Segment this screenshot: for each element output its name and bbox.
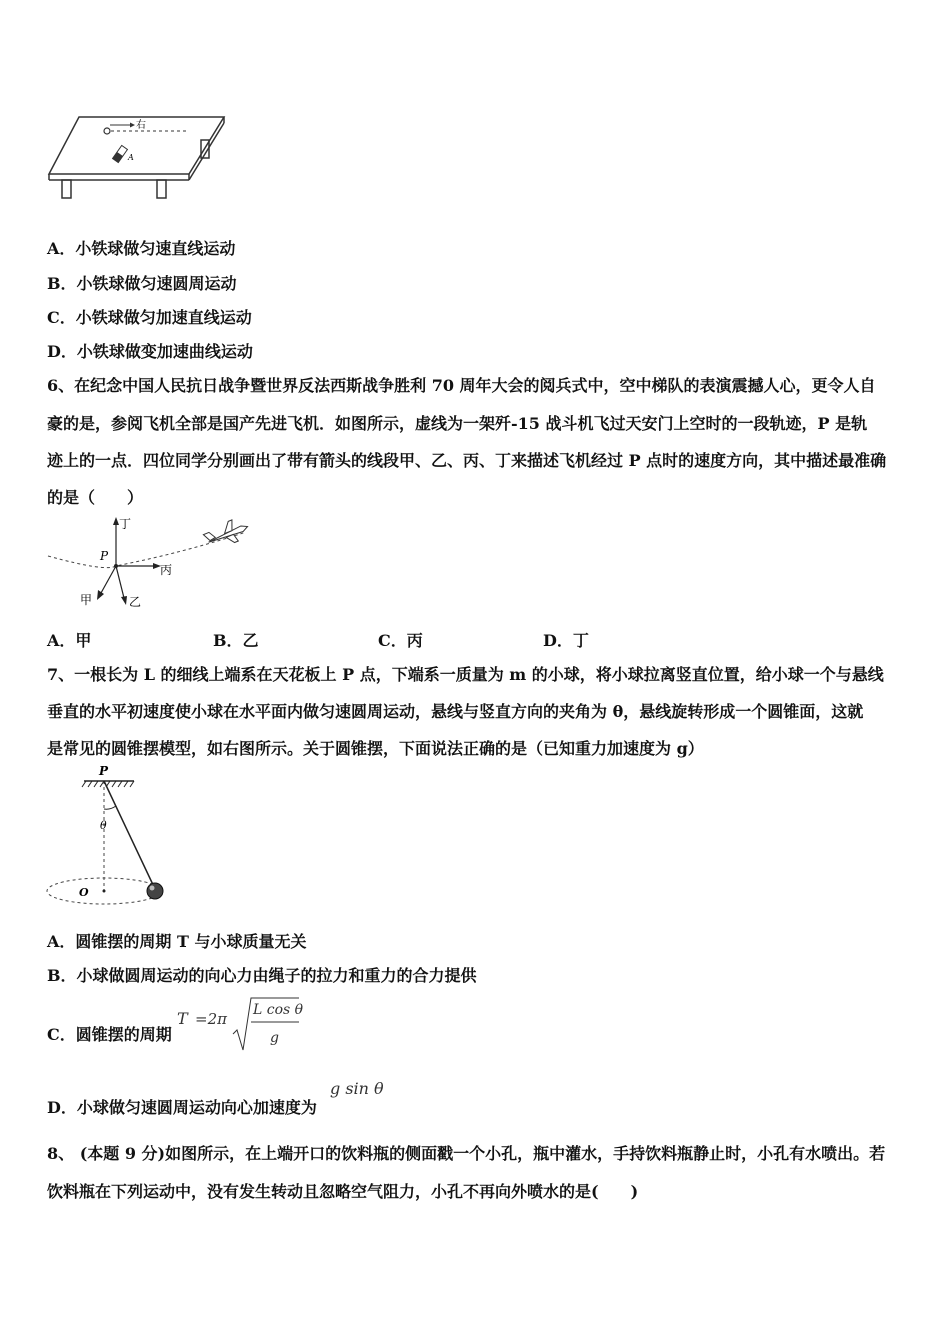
magnet	[113, 145, 128, 162]
q6-option-b[interactable]: B．乙	[213, 631, 259, 650]
q6-stem-line-4: 的是（ ）	[47, 488, 144, 507]
formula-denominator: g	[270, 1030, 279, 1046]
pendulum-string	[104, 781, 155, 889]
formula-eq: =2π	[195, 1010, 227, 1028]
arrow-yi-label: 乙	[129, 595, 142, 609]
q7-stem-line-1: 7、一根长为 L 的细线上端系在天花板上 P 点，下端系一质量为 m 的小球，将小球拉离竖直位置，给小球一个与悬线	[47, 665, 884, 684]
flight-path	[48, 532, 246, 568]
table-figure	[44, 112, 230, 202]
q7-stem-line-3: 是常见的圆锥摆模型，如右图所示。关于圆锥摆，下面说法正确的是（已知重力加速度为 g）	[47, 739, 704, 758]
q5-option-c[interactable]: C．小铁球做匀加速直线运动	[47, 308, 252, 327]
arrow-label-right: 右	[136, 120, 146, 131]
angle-theta-label: θ	[100, 819, 107, 832]
arrow-jia-label: 甲	[80, 593, 93, 607]
q7-option-b[interactable]: B．小球做圆周运动的向心力由绳子的拉力和重力的合力提供	[47, 966, 477, 985]
q6-stem-line-2: 豪的是，参阅飞机全部是国产先进飞机．如图所示，虚线为一架歼-15 战斗机飞过天安门上空时的一段轨迹，P 是轨	[47, 414, 868, 433]
formula-lhs: T	[177, 1009, 188, 1028]
point-p-label: P	[100, 549, 109, 563]
q5-option-d[interactable]: D．小铁球做变加速曲线运动	[47, 342, 253, 361]
q7-option-a[interactable]: A．圆锥摆的周期 T 与小球质量无关	[47, 932, 307, 951]
conical-pendulum-figure	[42, 763, 172, 911]
trajectory-figure	[46, 512, 260, 614]
q5-option-b[interactable]: B．小铁球做匀速圆周运动	[47, 274, 237, 293]
q6-stem-line-3: 迹上的一点．四位同学分别画出了带有箭头的线段甲、乙、丙、丁来描述飞机经过 P 点时的速度方向，其中描述最准确	[47, 451, 887, 470]
iron-ball	[104, 128, 110, 134]
q6-option-a[interactable]: A．甲	[47, 631, 92, 650]
q6-option-c[interactable]: C．丙	[378, 631, 423, 650]
acceleration-formula: g sin θ	[330, 1079, 384, 1098]
jet-icon	[202, 515, 251, 552]
pendulum-ball	[147, 883, 163, 899]
q6-stem-line-1: 6、在纪念中国人民抗日战争暨世界反法西斯战争胜利 70 周年大会的阅兵式中，空中梯队的表演震撼人心，更令人自	[47, 376, 876, 395]
period-formula	[175, 994, 305, 1054]
arrow-bing-label: 丙	[160, 563, 173, 577]
q7-option-d[interactable]: D．小球做匀速圆周运动向心加速度为	[47, 1098, 317, 1117]
q7-stem-line-2: 垂直的水平初速度使小球在水平面内做匀速圆周运动，悬线与竖直方向的夹角为 θ，悬线旋转形成一个圆锥面，这就	[47, 702, 864, 721]
q7-option-c[interactable]: C．圆锥摆的周期	[47, 1025, 172, 1044]
magnet-label-a: A	[128, 153, 134, 162]
q8-stem-line-2: 饮料瓶在下列运动中，没有发生转动且忽略空气阻力，小孔不再向外喷水的是( )	[47, 1182, 639, 1201]
q5-option-a[interactable]: A．小铁球做匀速直线运动	[47, 239, 236, 258]
formula-numerator: L cos θ	[253, 1002, 304, 1018]
q8-stem-line-1: 8、 (本题 9 分)如图所示，在上端开口的饮料瓶的侧面戳一个小孔，瓶中灌水，手持饮料瓶静止时，小孔有水喷出。若	[47, 1144, 886, 1163]
point-p-label: P	[99, 764, 109, 778]
q6-option-d[interactable]: D．丁	[543, 631, 589, 650]
arrow-ding-label: 丁	[119, 517, 132, 531]
center-o-label: O	[79, 886, 89, 899]
